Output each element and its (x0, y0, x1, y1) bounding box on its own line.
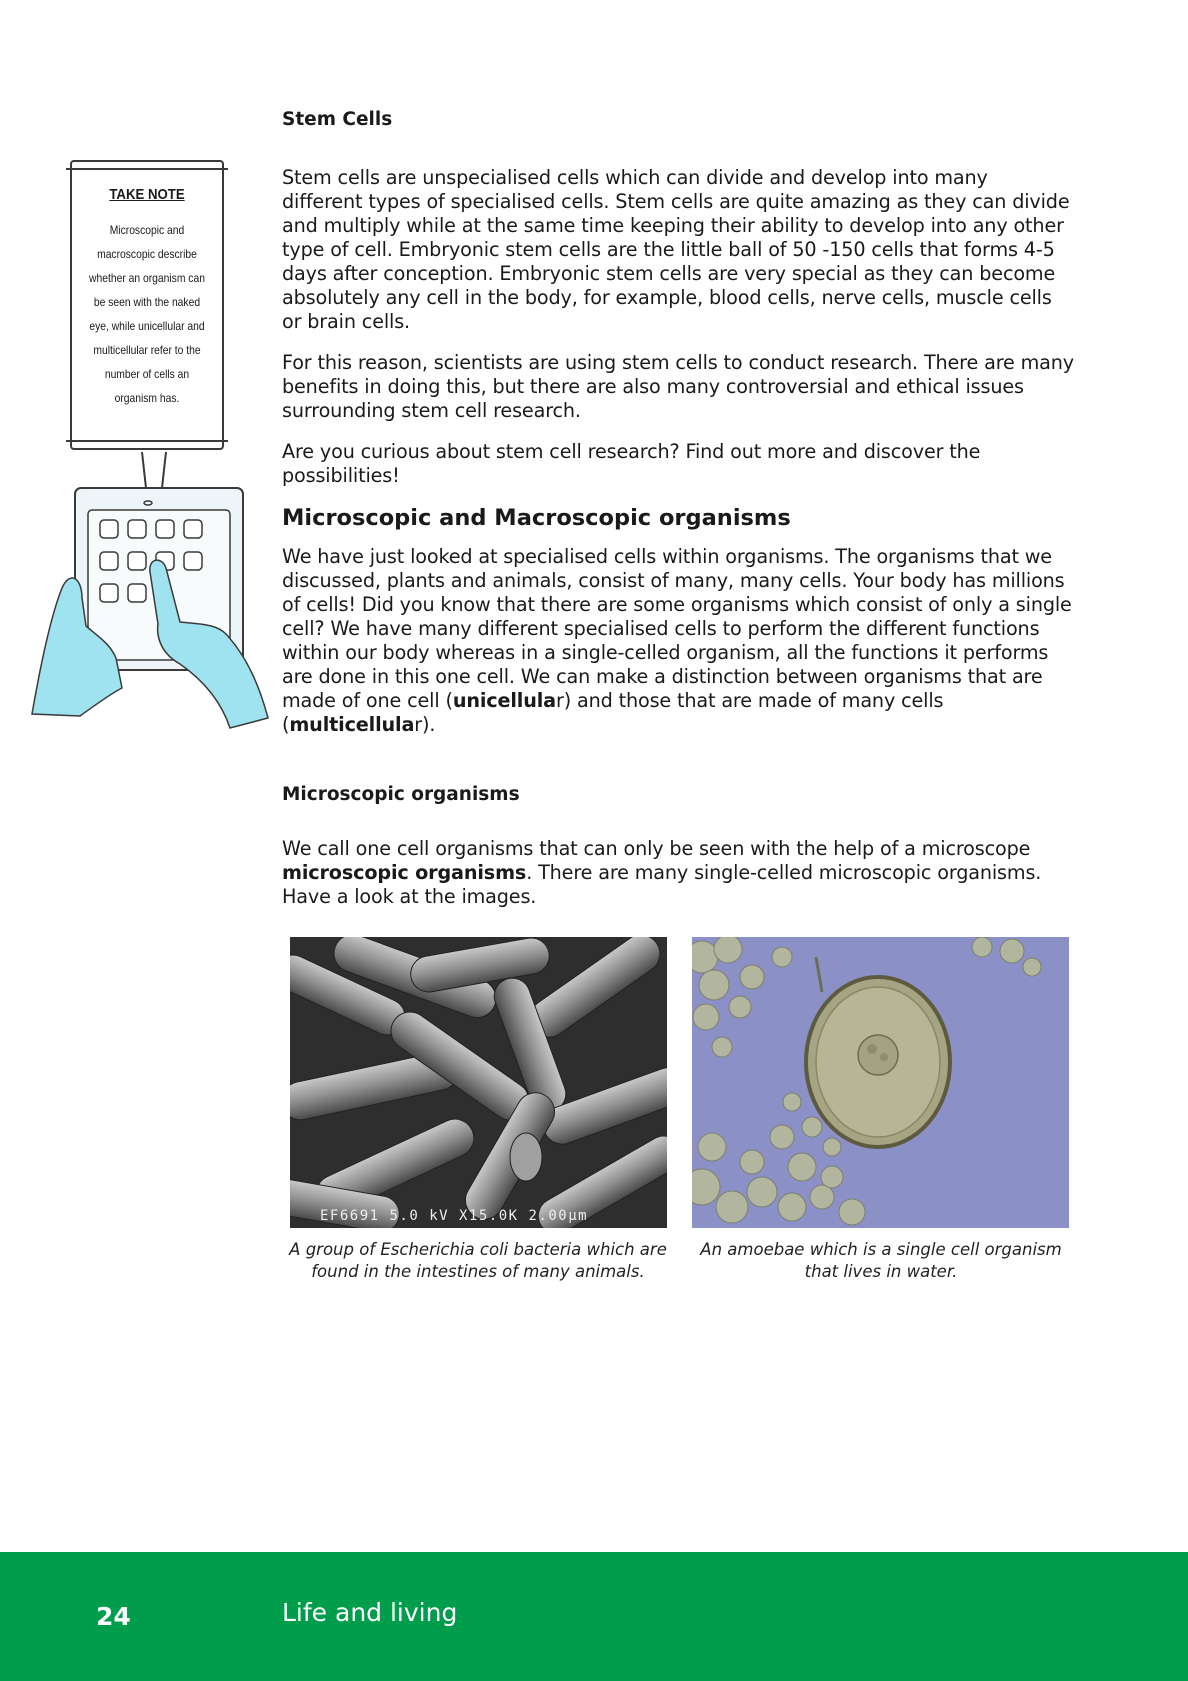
ecoli-image-overlay-text: EF6691 5.0 kV X15.0K 2.00µm (320, 1208, 589, 1224)
amoeba-caption: An amoebae which is a single cell organism that lives in water. (700, 1240, 1062, 1281)
stem-cells-paragraph-2: For this reason, scientists are using stem cells to conduct research. There are many benefits in doing this, but there are also many controversial and ethical issues surrounding stem cell research. (282, 351, 1074, 423)
take-note-text: Microscopic and macroscopic describe whether an organism can be seen with the naked eye, while unicellular and multicellular refer to the number of cells an organism has. (89, 223, 205, 405)
page-footer (0, 1552, 1188, 1681)
stem-cells-paragraph-1: Stem cells are unspecialised cells which can divide and develop into many different types of specialised cells. Stem cells are quite amazing as they can divide and multiply while at the same time keeping their ability to develop into any other type of cell. Embryonic stem cells are the little ball of 50 -150 cells that forms 4-5 days after conception. Embryonic stem cells are very special as they can become absolutely any cell in the body, for example, blood cells, nerve cells, muscle cells or brain cells. (282, 166, 1070, 334)
amoeba-image (692, 937, 1069, 1228)
micro-macro-paragraph: We have just looked at specialised cells within organisms. The organisms that we discussed, plants and animals, consist of many, many cells. Your body has millions of cells! Did you know that there are some organisms which consist of only a single cell? We have many different specialised cells to perform the different functions within our body whereas in a single-celled organism, all the functions it performs are done in this one cell. We can make a distinction between organisms that are made of one cell (unicellular) and those that are made of many cells (multicellular). (282, 545, 1072, 737)
take-note-title: TAKE NOTE (109, 186, 185, 203)
stem-cells-paragraph-3: Are you curious about stem cell research? Find out more and discover the possibilities! (282, 440, 981, 488)
footer-chapter-title: Life and living (282, 1598, 458, 1627)
multicellular-term: multicellula (289, 713, 415, 737)
microscopic-organisms-heading: Microscopic organisms (282, 784, 520, 806)
ecoli-image (290, 937, 667, 1228)
micro-macro-heading: Microscopic and Macroscopic organisms (282, 505, 791, 532)
microscopic-organisms-term: microscopic organisms (282, 861, 527, 885)
tablet-hands-illustration (30, 448, 270, 733)
microscopic-organisms-paragraph: We call one cell organisms that can only be seen with the help of a microscope microscopic organisms. There are many single-celled microscopic organisms. Have a look at the images. (282, 837, 1042, 909)
take-note-box (70, 160, 224, 450)
unicellular-term: unicellula (452, 689, 556, 713)
page-number: 24 (96, 1602, 131, 1631)
ecoli-caption: A group of Escherichia coli bacteria which are found in the intestines of many animals. (289, 1240, 667, 1281)
stem-cells-heading: Stem Cells (282, 109, 393, 130)
